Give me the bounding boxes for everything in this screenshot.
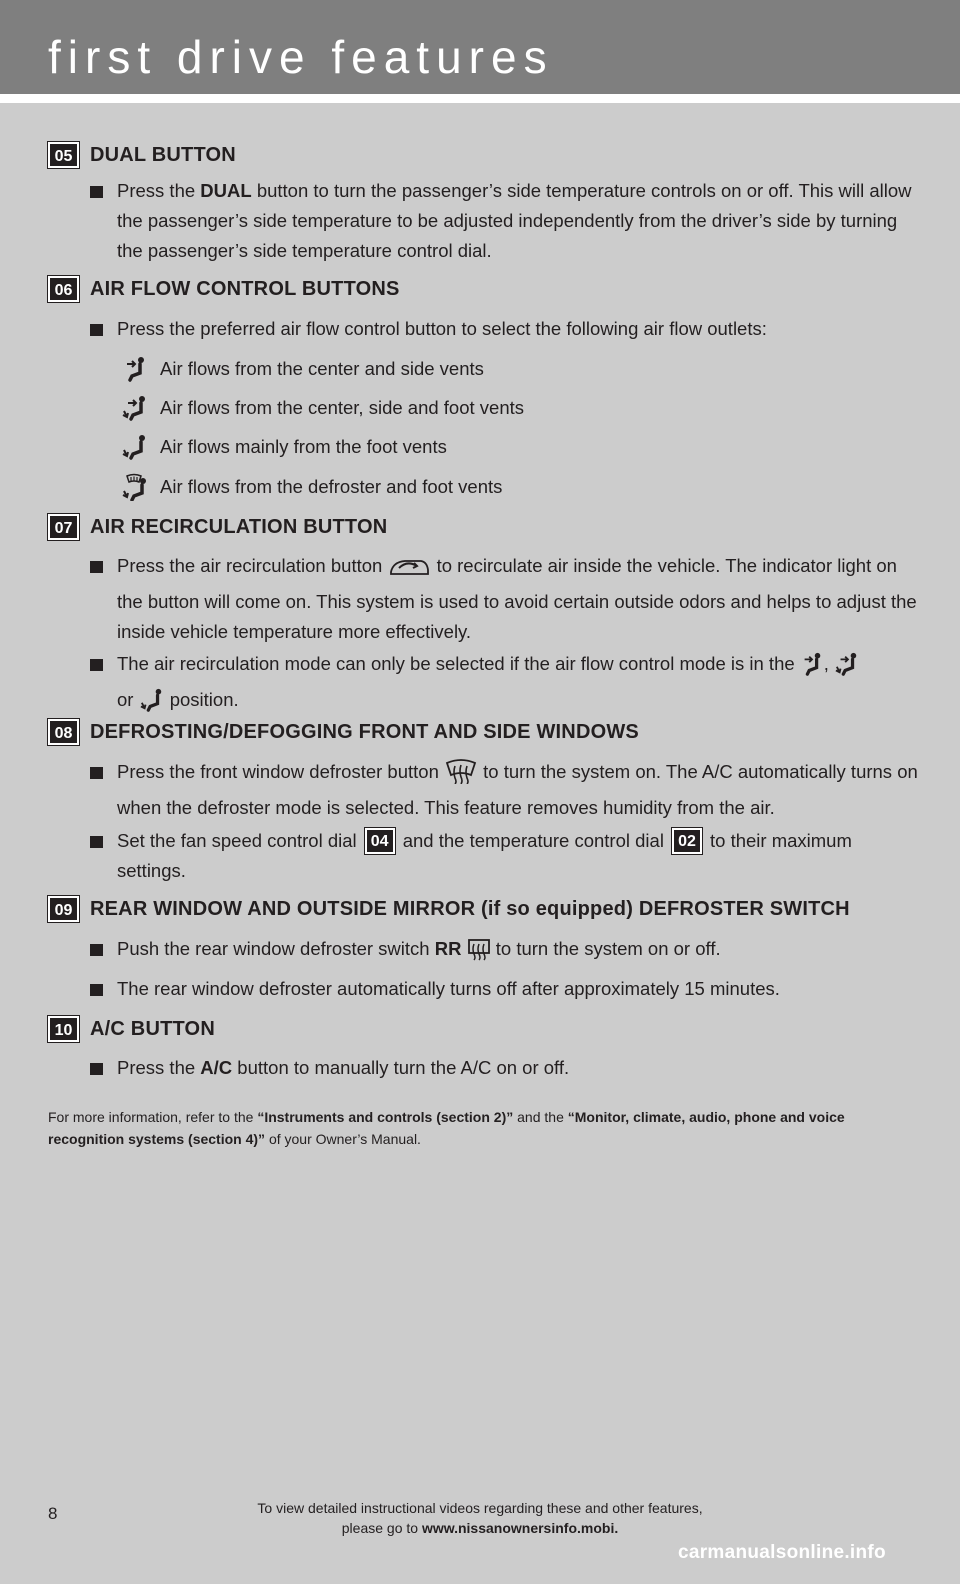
- footer-link[interactable]: www.nissanownersinfo.mobi.: [421, 1520, 619, 1536]
- vent-foot-icon: [120, 432, 150, 462]
- section-number: 10: [48, 1016, 79, 1042]
- dual-label: DUAL: [200, 180, 252, 201]
- section-title: AIR FLOW CONTROL BUTTONS: [90, 277, 400, 300]
- section-number: 08: [48, 719, 79, 745]
- bullet-item: Press the front window defroster button to turn the system on. The A/C automatically turns on when the defroster mode is selected. This feature removes humidity from the air.: [90, 757, 920, 823]
- airflow-mode-item: Air flows mainly from the foot vents: [120, 432, 447, 462]
- ref-tag-04: 04: [365, 828, 395, 854]
- front-defroster-icon: [444, 758, 478, 793]
- section-number: 06: [48, 276, 79, 302]
- rr-label: RR: [434, 938, 462, 959]
- page-footer: To view detailed instructional videos regarding these and other features, please go to www.nissanownersinfo.mobi.: [257, 1500, 703, 1536]
- bullet-item: Set the fan speed control dial 04 and the temperature control dial 02 to their maximum settings.: [90, 826, 920, 886]
- section-title: A/C BUTTON: [90, 1017, 215, 1040]
- bullet-item: Press the air recirculation button to recirculate air inside the vehicle. The indicator light on the button will come on. This system is used to avoid certain outside odors and helps to adjust the inside vehicle temperature more effectively.: [90, 551, 920, 647]
- section-number: 07: [48, 514, 79, 540]
- airflow-mode-item: Air flows from the defroster and foot vents: [120, 472, 502, 502]
- bullet-square-icon: [90, 561, 103, 573]
- vent-face-icon: [800, 652, 824, 685]
- vent-foot-icon: [139, 688, 165, 721]
- bullet-square-icon: [90, 1063, 103, 1075]
- section-08-heading: [48, 718, 639, 746]
- section-number: 05: [48, 142, 79, 168]
- recirculation-icon: [387, 556, 431, 587]
- rear-defroster-icon: [467, 937, 491, 970]
- section-09-heading: [48, 895, 850, 923]
- bullet-square-icon: [90, 836, 103, 848]
- section-title: REAR WINDOW AND OUTSIDE MIRROR (if so equipped) DEFROSTER SWITCH: [90, 897, 850, 920]
- section-title: DUAL BUTTON: [90, 143, 236, 166]
- section-title: AIR RECIRCULATION BUTTON: [90, 515, 388, 538]
- vent-face-icon: [120, 354, 150, 384]
- bullet-item: Press the preferred air flow control button to select the following air flow outlets:: [90, 314, 920, 344]
- bullet-item: The rear window defroster automatically turns off after approximately 15 minutes.: [90, 974, 920, 1004]
- bullet-item: The air recirculation mode can only be selected if the air flow control mode is in the , or position.: [90, 649, 920, 721]
- bullet-item: Press the A/C button to manually turn the A/C on or off.: [90, 1053, 920, 1083]
- bullet-square-icon: [90, 767, 103, 779]
- footnote: For more information, refer to the “Instruments and controls (section 2)” and the “Monitor, climate, audio, phone and voice recognition systems (section 4)” of your Owner’s Manual.: [48, 1109, 845, 1147]
- ref-tag-02: 02: [672, 828, 702, 854]
- page-number: 8: [48, 1504, 58, 1523]
- header-rule: [0, 94, 960, 103]
- bullet-square-icon: [90, 659, 103, 671]
- bullet-square-icon: [90, 324, 103, 336]
- watermark: carmanualsonline.info: [678, 1542, 886, 1563]
- section-title: DEFROSTING/DEFOGGING FRONT AND SIDE WINDOWS: [90, 720, 639, 743]
- vent-face-foot-icon: [834, 652, 860, 685]
- bullet-square-icon: [90, 944, 103, 956]
- page-title: first drive features: [48, 31, 554, 83]
- section-06-heading: [48, 275, 400, 303]
- bullet-square-icon: [90, 984, 103, 996]
- ac-label: A/C: [200, 1057, 233, 1078]
- section-10-heading: [48, 1015, 215, 1043]
- section-05-heading: [48, 141, 236, 169]
- section-number: 09: [48, 896, 79, 922]
- section-07-heading: [48, 513, 387, 541]
- vent-face-foot-icon: [120, 393, 150, 423]
- airflow-mode-item: Air flows from the center, side and foot vents: [120, 393, 524, 423]
- bullet-item: Press the DUAL button to turn the passenger’s side temperature controls on or off. This will allow the passenger’s side temperature to be adjusted independently from the driver’s side by turning the passenger’s side temperature control dial.: [90, 176, 920, 266]
- airflow-mode-item: Air flows from the center and side vents: [120, 354, 484, 384]
- bullet-item: Push the rear window defroster switch RR to turn the system on or off.: [90, 934, 920, 970]
- vent-defrost-foot-icon: [120, 472, 150, 502]
- bullet-square-icon: [90, 186, 103, 198]
